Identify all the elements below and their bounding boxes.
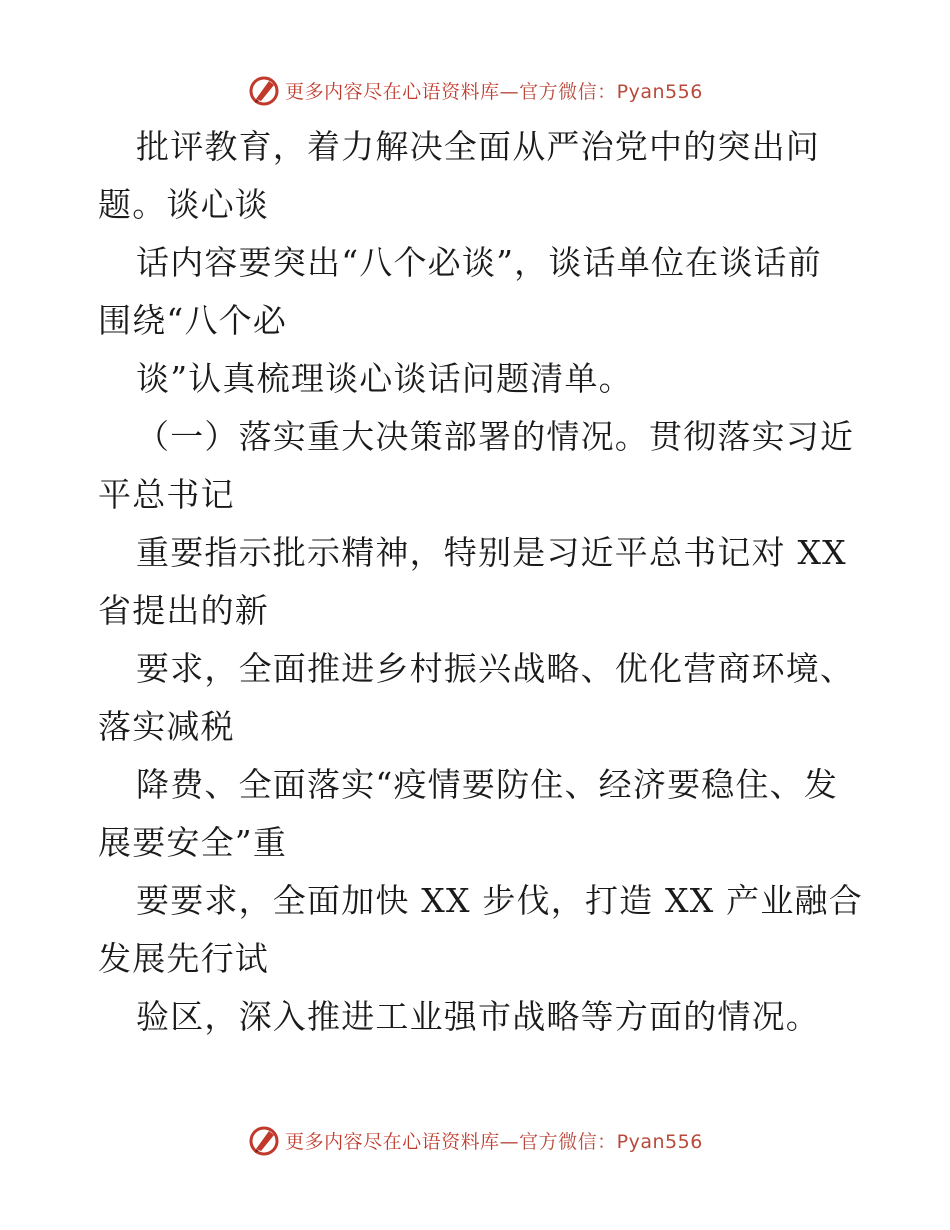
pen-logo-icon bbox=[247, 1123, 281, 1157]
paragraph-line: 发展先行试 bbox=[98, 939, 269, 978]
document-body bbox=[98, 118, 863, 1046]
paragraph-line: 批评教育，着力解决全面从严治党中的突出问 bbox=[136, 127, 820, 166]
paragraph-line: 降费、全面落实“疫情要防住、经济要稳住、发 bbox=[136, 765, 839, 804]
banner-text: 更多内容尽在心语资料库—官方微信：Pyan556 bbox=[285, 1130, 703, 1153]
pen-logo-icon bbox=[247, 73, 281, 107]
paragraph-line: 验区，深入推进工业强市战略等方面的情况。 bbox=[136, 997, 820, 1036]
paragraph-line: 落实减税 bbox=[98, 707, 235, 746]
paragraph-line: 谈”认真梳理谈心谈话问题清单。 bbox=[136, 359, 633, 398]
header-banner bbox=[0, 70, 950, 110]
paragraph-line: 要要求，全面加快 XX 步伐，打造 XX 产业融合 bbox=[136, 881, 863, 920]
paragraph-line: 省提出的新 bbox=[98, 591, 269, 630]
footer-banner bbox=[0, 1120, 950, 1160]
paragraph-line: 平总书记 bbox=[98, 475, 235, 514]
paragraph-line: 话内容要突出“八个必谈”，谈话单位在谈话前 bbox=[136, 243, 822, 282]
paragraph-line: 要求，全面推进乡村振兴战略、优化营商环境、 bbox=[136, 649, 855, 688]
paragraph-line: 围绕“八个必 bbox=[98, 301, 288, 340]
paragraph-line: 题。谈心谈 bbox=[98, 185, 269, 224]
paragraph-line: 展要安全”重 bbox=[98, 823, 288, 862]
banner-text: 更多内容尽在心语资料库—官方微信：Pyan556 bbox=[285, 80, 703, 103]
paragraph-line: （一）落实重大决策部署的情况。贯彻落实习近 bbox=[136, 417, 855, 456]
paragraph-line: 重要指示批示精神，特别是习近平总书记对 XX bbox=[136, 533, 847, 572]
